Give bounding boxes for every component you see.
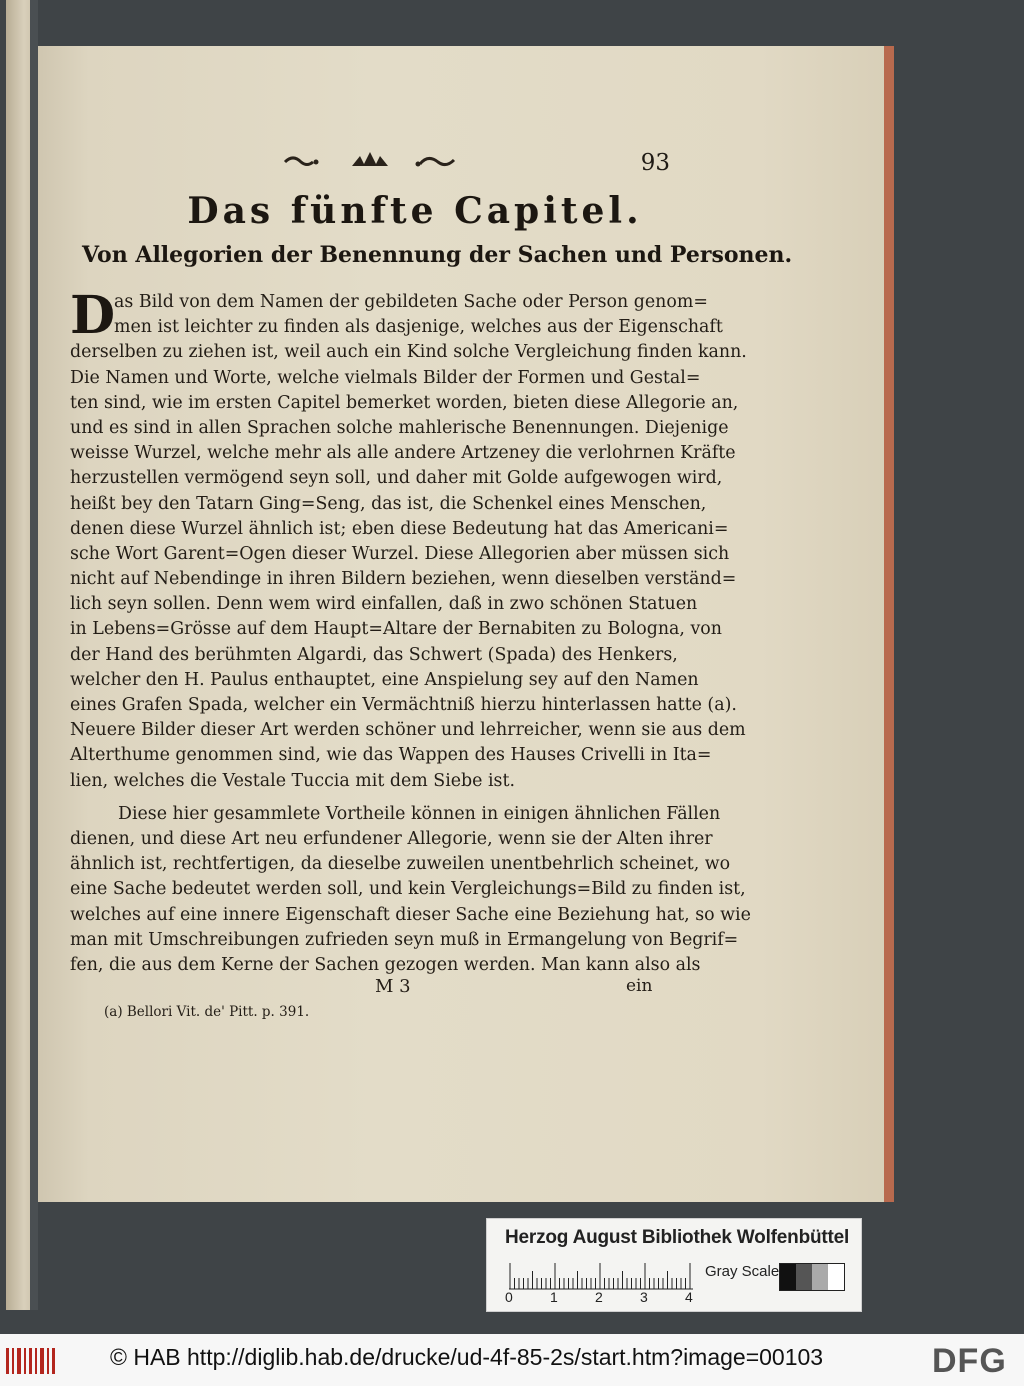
text-line: lien, welches die Vestale Tuccia mit dem Siebe ist. [70,770,515,791]
text-line: sche Wort Garent=Ogen dieser Wurzel. Diese Allegorien aber müssen sich [70,543,730,564]
text-line: derselben zu ziehen ist, weil auch ein Kind solche Vergleichung finden kann. [70,342,747,363]
chapter-subtitle: Von Allegorien der Benennung der Sachen und Personen. [82,242,793,268]
body-text [70,285,751,978]
text-line: man mit Umschreibungen zufrieden seyn muß in Ermangelung von Begrif= [70,929,739,950]
text-line: welcher den H. Paulus enthauptet, eine Anspielung sey auf den Namen [70,669,699,690]
ruler-label: 3 [640,1289,648,1305]
text-line: nicht auf Nebendinge in ihren Bildern beziehen, wenn dieselben verständ= [70,569,737,590]
text-line: der Hand des berühmten Algardi, das Schwert (Spada) des Henkers, [70,644,678,665]
grayscale-swatch [779,1263,845,1291]
ruler-label: 0 [505,1289,513,1305]
text-line: Alterthume genommen sind, wie das Wappen des Hauses Crivelli in Ita= [70,745,712,766]
text-line: weisse Wurzel, welche mehr als alle andere Artzeney die verlohrnen Kräfte [70,443,736,464]
grayscale-label: Gray Scale [705,1263,780,1280]
text-line: und es sind in allen Sprachen solche mahlerische Benennungen. Diejenige [70,417,729,438]
scale-ruler [509,1261,693,1291]
catchword: ein [626,976,653,996]
ruler-label: 2 [595,1289,603,1305]
footer-bar [0,1334,1024,1386]
text-line: welches auf eine innere Eigenschaft dieser Sache eine Beziehung hat, so wie [70,904,751,925]
footnote: (a) Bellori Vit. de' Pitt. p. 391. [104,1004,310,1020]
text-line: eines Grafen Spada, welcher ein Vermächtniß hierzu hinterlassen hatte (a). [70,695,737,715]
text-line: herzustellen vermögend seyn soll, und daher mit Golde aufgewogen wird, [70,468,723,489]
library-name: Herzog August Bibliothek Wolfenbüttel [505,1227,850,1248]
text-line: eine Sache bedeutet werden soll, und kein Vergleichungs=Bild zu finden ist, [70,879,746,900]
paragraph-2 [70,802,751,978]
text-line: lich seyn sollen. Denn wem wird einfallen, daß in zwo schönen Statuen [70,594,698,615]
text-line: as Bild von dem Namen der gebildeten Sache oder Person genom= [114,292,708,312]
text-line: denen diese Wurzel ähnlich ist; eben diese Bedeutung hat das Americani= [70,518,729,539]
ruler-label: 1 [550,1289,558,1305]
drop-cap: D [70,285,116,346]
text-line: in Lebens=Grösse auf dem Haupt=Altare der Bernabiten zu Bologna, von [70,619,722,640]
text-line: Diese hier gesammlete Vortheile können in einigen ähnlichen Fällen [118,803,721,824]
text-line: heißt bey den Tatarn Ging=Seng, das ist, die Schenkel eines Menschen, [70,493,707,514]
text-line: dienen, und diese Art neu erfundener Allegorie, wenn sie der Alten ihrer [70,828,713,849]
dfg-logo: DFG [932,1342,1007,1380]
hab-barcode-logo-icon [6,1344,58,1378]
page-number: 93 [640,150,670,176]
text-line: ähnlich ist, rechtfertigen, da dieselbe zuweilen unentbehrlich scheinet, wo [70,854,731,875]
headpiece-ornament [280,150,470,172]
text-line: fen, die aus dem Kerne der Sachen gezogen werden. Man kann also als [70,954,701,975]
text-line: Neuere Bilder dieser Art werden schöner und lehrreicher, wenn sie aus dem [70,720,746,741]
chapter-title: Das fünfte Capitel. [187,190,643,232]
copyright-link[interactable]: © HAB http://diglib.hab.de/drucke/ud-4f-85-2s/start.htm?image=00103 [110,1344,824,1370]
paragraph-1 [70,285,747,794]
book-gutter [30,0,38,1310]
text-line: men ist leichter zu finden als dasjenige, welches aus der Eigenschaft [114,317,723,338]
page-edge-red [884,46,894,1202]
text-line: Die Namen und Worte, welche vielmals Bilder der Formen und Gestal= [70,367,701,388]
library-color-chart [486,1218,862,1312]
signature-mark: M 3 [375,976,411,997]
ruler-label: 4 [685,1289,693,1305]
text-line: ten sind, wie im ersten Capitel bemerket worden, bieten diese Allegorie an, [70,392,739,413]
